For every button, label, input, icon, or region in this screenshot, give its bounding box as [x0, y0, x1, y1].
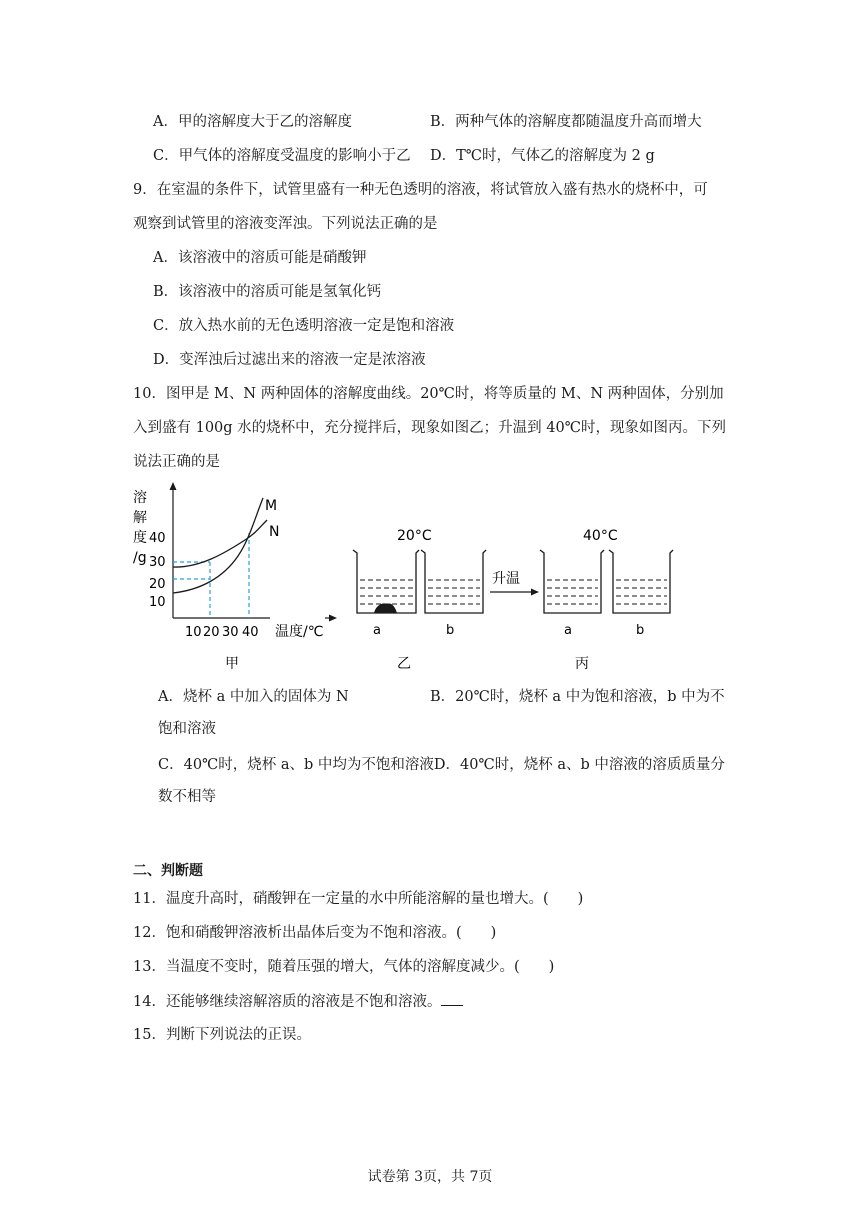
graph-xtick-30: 30 [222, 625, 239, 640]
beakers-20c-temp: 20°C [397, 528, 432, 544]
heating-arrow-head [531, 589, 539, 596]
graph-xtick-40: 40 [242, 625, 259, 640]
page-footer: 试卷第 3页，共 7页 [367, 1169, 493, 1185]
q8-option-b: B．两种气体的溶解度都随温度升高而增大 [430, 114, 702, 130]
graph-caption: 甲 [225, 656, 239, 672]
q10-stem-line1: 10．图甲是 M、N 两种固体的溶解度曲线。20℃时，将等质量的 M、N 两种固体，分别加 [133, 386, 724, 402]
q10-option-b-line2: 饱和溶液 [158, 721, 216, 737]
beakers-40c [540, 528, 673, 672]
beaker-b-40-liquid [616, 580, 667, 604]
beakers-40c-temp: 40°C [583, 528, 618, 544]
beaker-a-40-label: a [564, 623, 572, 638]
q8-option-d: D．T℃时，气体乙的溶解度为 2 g [430, 148, 655, 164]
graph-ytick-20: 20 [149, 577, 166, 592]
section-2-title: 二、判断题 [133, 863, 203, 879]
graph-xtick-10: 10 [185, 625, 202, 640]
q10-option-a: A．烧杯 a 中加入的固体为 N [158, 689, 349, 705]
beaker-a-20-solid [374, 603, 397, 613]
curve-n [173, 520, 267, 567]
graph-ytick-40: 40 [149, 531, 166, 546]
graph-ylabel-char-2: 解 [133, 510, 147, 526]
q9-option-b: B．该溶液中的溶质可能是氢氧化钙 [153, 284, 382, 300]
q9-option-a: A．该溶液中的溶质可能是硝酸钾 [153, 250, 367, 266]
q10-stem-line2: 入到盛有 100g 水的烧杯中，充分搅拌后，现象如图乙；升温到 40℃时，现象如图丙。下列 [133, 420, 726, 436]
q14: 14．还能够继续溶解溶质的溶液是不饱和溶液。 [133, 994, 442, 1010]
q12: 12．饱和硝酸钾溶液析出晶体后变为不饱和溶液。( ) [133, 925, 497, 941]
beakers-20c-caption: 乙 [397, 656, 411, 672]
heating-arrow-label: 升温 [492, 571, 520, 587]
beaker-b-20-liquid [428, 580, 480, 604]
graph-ylabel-char-3: 度 [133, 530, 147, 546]
curve-n-label: N [269, 524, 280, 540]
q9-option-d: D．变浑浊后过滤出来的溶液一定是浓溶液 [153, 352, 426, 368]
q11: 11．温度升高时，硝酸钾在一定量的水中所能溶解的量也增大。( ) [133, 891, 584, 907]
q14-answer-blank[interactable] [441, 991, 463, 1006]
q10-option-b-line1: B．20℃时，烧杯 a 中为饱和溶液，b 中为不 [430, 689, 725, 705]
graph-ylabel-char-1: 溶 [133, 490, 147, 506]
beaker-b-40-label: b [636, 623, 645, 638]
q9-option-c: C．放入热水前的无色透明溶液一定是饱和溶液 [153, 318, 455, 334]
heating-arrow [490, 571, 539, 596]
graph-xlabel: 温度/℃ [275, 624, 324, 640]
q13: 13．当温度不变时，随着压强的增大，气体的溶解度减少。( ) [133, 959, 555, 975]
curve-m-label: M [265, 498, 278, 514]
beakers-40c-caption: 丙 [575, 656, 589, 672]
q9-stem-line1: 9．在室温的条件下，试管里盛有一种无色透明的溶液，将试管放入盛有热水的烧杯中，可 [133, 182, 708, 198]
graph-xtick-20: 20 [203, 625, 220, 640]
q10-option-cd-line1: C．40℃时，烧杯 a、b 中均为不饱和溶液D．40℃时，烧杯 a、b 中溶液的溶质质量分 [158, 757, 725, 773]
graph-y-arrow [170, 482, 177, 490]
beaker-b-20-label: b [446, 623, 455, 638]
q10-stem-line3: 说法正确的是 [133, 454, 220, 470]
beaker-a-20-liquid [360, 580, 413, 604]
q9-stem-line2: 观察到试管里的溶液变浑浊。下列说法正确的是 [133, 216, 438, 232]
beakers-20c [353, 528, 486, 672]
q8-option-a: A．甲的溶解度大于乙的溶解度 [153, 114, 352, 130]
q10-option-cd-line2: 数不相等 [158, 789, 216, 805]
graph-ylabel-char-4: /g [133, 550, 147, 566]
q8-option-c: C．甲气体的溶解度受温度的影响小于乙 [153, 148, 411, 164]
q15: 15．判断下列说法的正误。 [133, 1027, 311, 1043]
beaker-a-40-liquid [547, 580, 598, 604]
beaker-a-20-label: a [373, 623, 381, 638]
graph-ytick-10: 10 [149, 595, 166, 610]
q10-figure [125, 478, 685, 678]
solubility-graph [133, 482, 337, 672]
q14-row [133, 991, 463, 1012]
graph-ytick-30: 30 [149, 555, 166, 570]
